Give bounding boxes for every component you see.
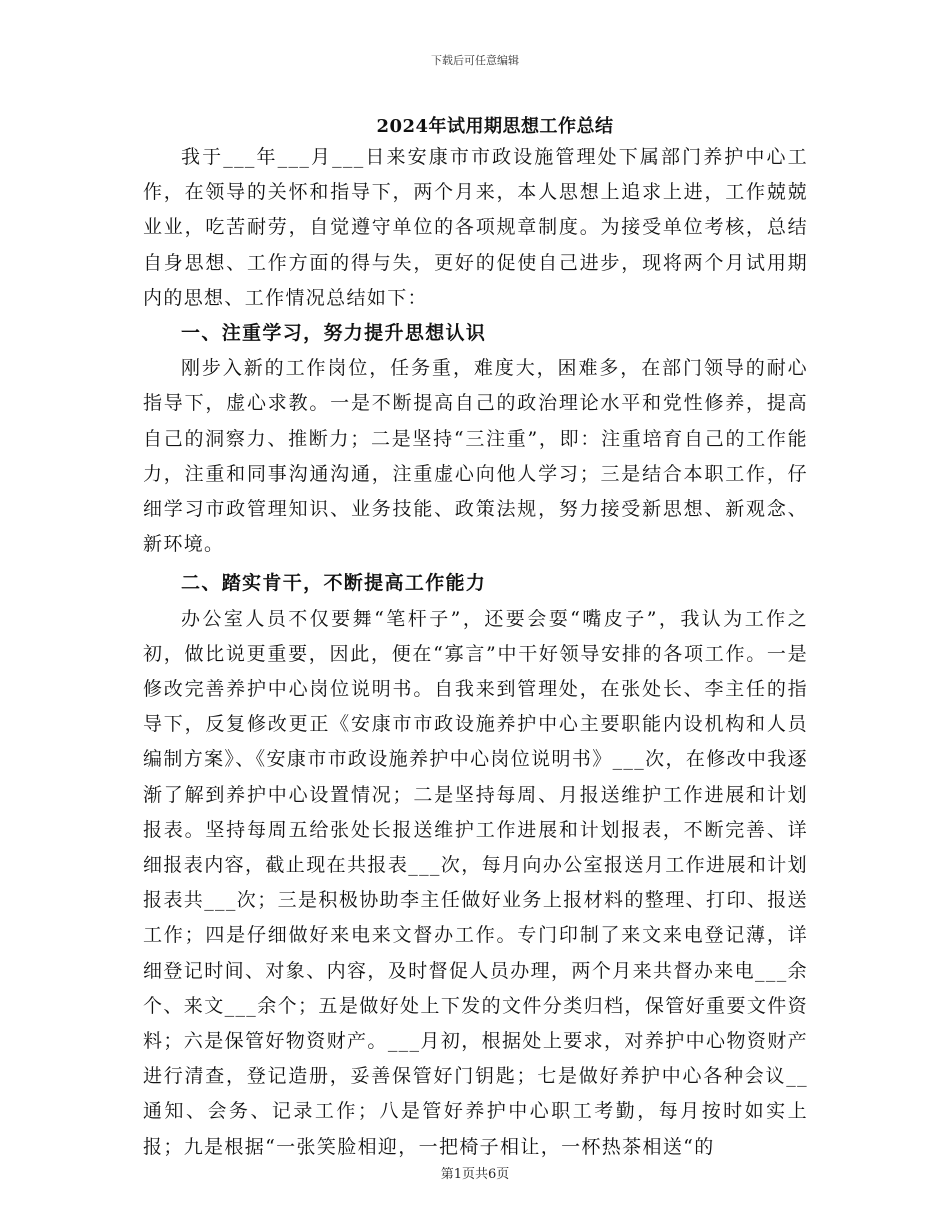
section-1-paragraph: 刚步入新的工作岗位，任务重，难度大，困难多，在部门领导的耐心指导下，虚心求教。一是不断提高自己的政治理论水平和党性修养，提高自己的洞察力、推断力；二是坚持“三注重”，即：注重培育自己的工作能力，注重和同事沟通沟通，注重虚心向他人学习；三是结合本职工作，仔细学习市政管理知识、业务技能、政策法规，努力接受新思想、新观念、新环境。 bbox=[143, 357, 808, 556]
section-heading-1: 一、注重学习，努力提升思想认识 bbox=[181, 322, 487, 345]
section-2-paragraph: 办公室人员不仅要舞“笔杆子”，还要会耍“嘴皮子”，我认为工作之初，做比说更重要，因此，便在“寡言”中干好领导安排的各项工作。一是修改完善养护中心岗位说明书。自我来到管理处，在张处长、李主任的指导下，反复修改更正《安康市市政设施养护中心主要职能内设机构和人员编制方案》、《安康市市政设施养护中心岗位说明书》___次，在修改中我逐渐了解到养护中心设置情况；二是坚持每周、月报送维护工作进展和计划报表。坚持每周五给张处长报送维护工作进展和计划报表，不断完善、详细报表内容，截止现在共报表___次，每月向办公室报送月工作进展和计划报表共___次；三是积极协助李主任做好业务上报材料的整理、打印、报送工作；四是仔细做好来电来文督办工作。专门印制了来文来电登记薄，详细登记时间、对象、内容，及时督促人员办理，两个月来共督办来电___余个、来文___余个；五是做好处上下发的文件分类归档，保管好重要文件资料；六是保管好物资财产。___月初，根据处上要求，对养护中心物资财产进行清查，登记造册，妥善保管好门钥匙；七是做好养护中心各种会议__通知、会务、记录工作；八是管好养护中心职工考勤，每月按时如实上报；九是根据“一张笑脸相迎，一把椅子相让，一杯热茶相送“的 bbox=[143, 607, 808, 1158]
document-title: 2024年试用期思想工作总结 bbox=[376, 116, 614, 137]
page-number: 第1页共6页 bbox=[440, 1167, 510, 1182]
intro-paragraph: 我于___年___月___日来安康市市政设施管理处下属部门养护中心工作，在领导的关怀和指导下，两个月来，本人思想上追求上进，工作兢兢业业，吃苦耐劳，自觉遵守单位的各项规章制度。为接受单位考核，总结自身思想、工作方面的得与失，更好的促使自己进步，现将两个月试用期内的思想、工作情况总结如下： bbox=[143, 146, 808, 309]
document-body bbox=[143, 140, 808, 1165]
section-heading-2: 二、踏实肯干，不断提高工作能力 bbox=[181, 572, 487, 595]
download-note: 下载后可任意编辑 bbox=[431, 54, 519, 67]
